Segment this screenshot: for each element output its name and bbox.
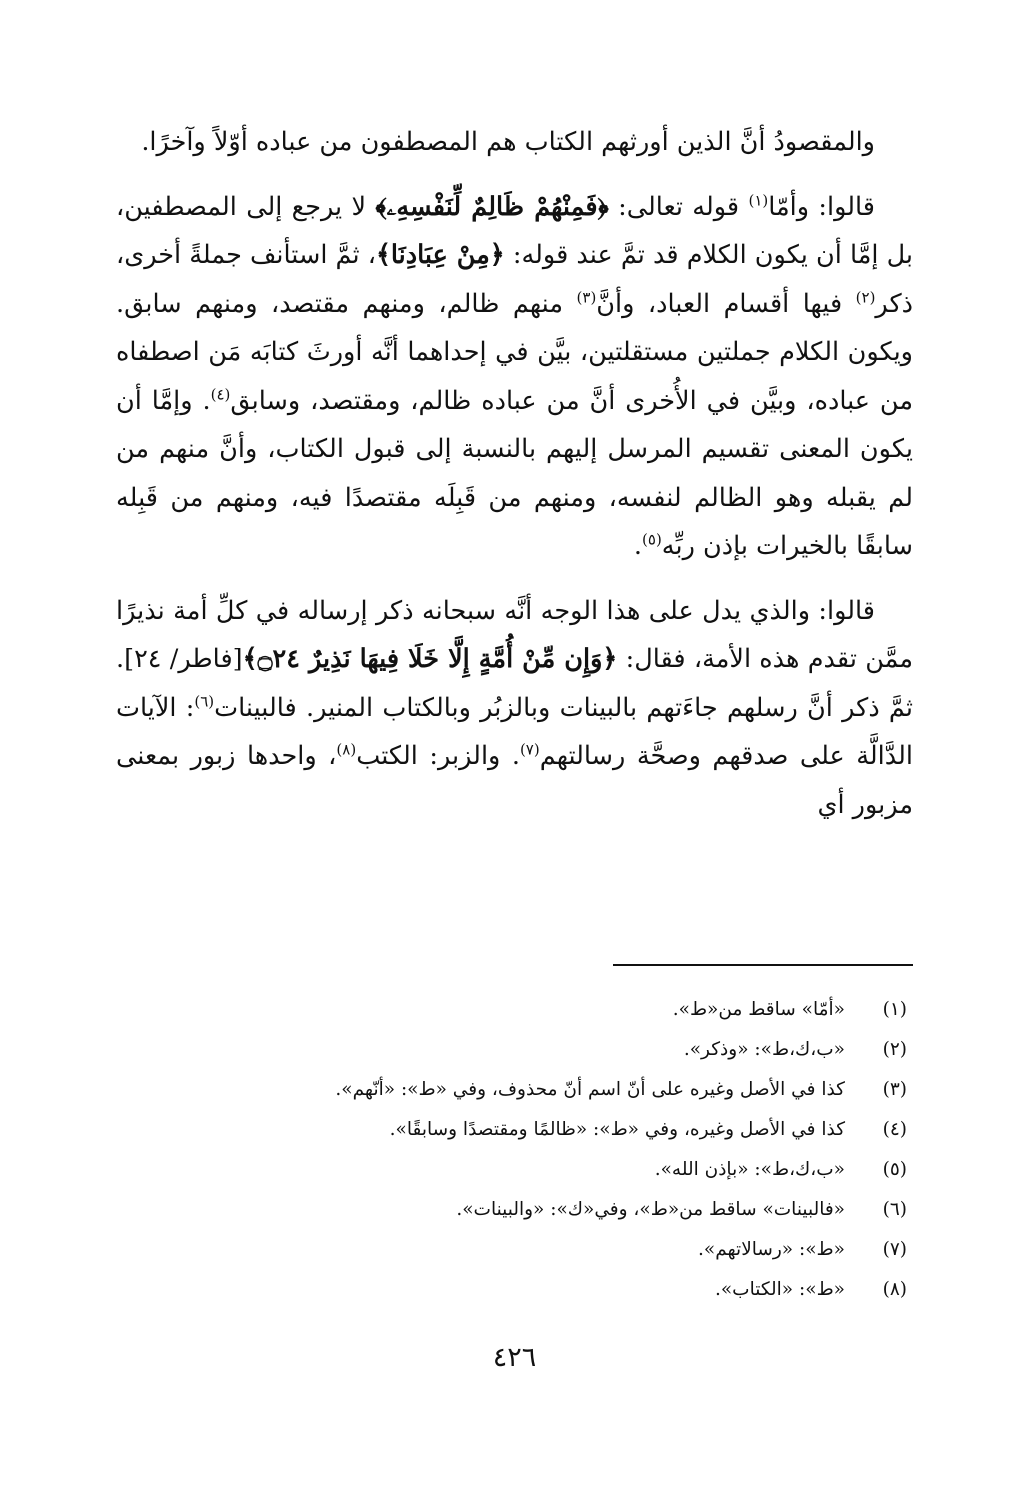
footnote-ref-2: (٢)	[855, 288, 876, 306]
main-text	[116, 118, 913, 845]
footnote-text: «ط»: «رسالاتهم».	[698, 1239, 845, 1260]
footnote-number: (١)	[882, 999, 907, 1020]
paragraph-2-text: ، ثمَّ استأنف جملةً أخرى، ذكر	[116, 240, 913, 319]
footnote-text: «ب،ك،ط»: «وذكر».	[683, 1039, 845, 1060]
footnote-ref-6: (٦)	[194, 692, 215, 710]
footnote-number: (٣)	[882, 1079, 907, 1100]
paragraph-3-text: . والزبر: الكتب	[356, 741, 520, 771]
paragraph-2-text: قالوا: وأمّا	[768, 191, 875, 222]
footnote-number: (٧)	[882, 1239, 907, 1260]
paragraph-2-text: . وإمَّا أن يكون المعنى تقسيم المرسل إليهم بالنسبة إلى قبول الكتاب، وأنَّ منهم من لم يقبله وهو الظالم لنفسه، ومنهم من قَبِلَه مقتصدًا فيه، ومنهم من قَبِله سابقًا بالخيرات بإذن ربِّه	[116, 385, 913, 561]
paragraph-3-text: : الآيات الدَّالَّة على صدقهم وصحَّة رسالتهم	[116, 692, 913, 771]
footnote-text: «أمّا» ساقط من«ط».	[672, 999, 845, 1020]
footnote	[116, 1190, 913, 1230]
footnote-number: (٨)	[882, 1279, 907, 1300]
paragraph-2-text: .	[633, 531, 643, 561]
footnote-ref-4: (٤)	[210, 385, 231, 403]
quran-quote: ﴿فَمِنْهُمْ ظَالِمٌ لِّنَفْسِهِۦ﴾	[375, 191, 609, 222]
paragraph-1-text: والمقصودُ أنَّ الذين أورثهم الكتاب هم المصطفون من عباده أوّلاً وآخرًا.	[141, 127, 875, 157]
footnote-ref-8: (٨)	[336, 740, 357, 759]
paragraph-3	[116, 587, 913, 830]
paragraph-2-text: لا يرجع إلى المصطفين، بل إمَّا أن يكون الكلام قد تمَّ عند قوله:	[116, 191, 914, 270]
footnotes	[116, 990, 913, 1310]
paragraph-3-text: ، واحدها زبور بمعنى مزبور أي	[116, 741, 913, 820]
quran-quote: ﴿وَإِن مِّنْ أُمَّةٍ إِلَّا خَلَا فِيهَا نَذِيرٌ ۝٢٤﴾	[242, 644, 618, 674]
footnote-text: كذا في الأصل وغيره على أنّ اسم أنّ محذوف، وفي «ط»: «أنّهم».	[335, 1079, 845, 1100]
footnote	[116, 1110, 913, 1150]
footnote-number: (٦)	[882, 1199, 907, 1220]
footnote-ref-1: (١)	[748, 191, 769, 209]
quran-quote: ﴿مِنْ عِبَادِنَا﴾	[375, 240, 505, 270]
footnote	[116, 1230, 913, 1270]
footnote-text: «فالبينات» ساقط من«ط»، وفي«ك»: «والبينات».	[456, 1199, 845, 1220]
paragraph-2-text: منهم ظالم، ومنهم مقتصد، ومنهم سابق. ويكون الكلام جملتين مستقلتين، بيَّن في إحداهما أنَّه أورثَ كتابَه مَن اصطفاه من عباده، وبيَّن في الأُخرى أنَّ من عباده ظالم، ومقتصد، وسابق	[116, 288, 913, 416]
footnote	[116, 1030, 913, 1070]
footnote-number: (٤)	[882, 1119, 907, 1140]
footnote-number: (٢)	[882, 1039, 907, 1060]
footnote	[116, 1150, 913, 1190]
paragraph-3-text: [فاطر/ ٢٤]. ثمَّ ذكر أنَّ رسلهم جاءَتهم بالبينات وبالزبُر وبالكتاب المنير. فالبينات	[116, 644, 914, 723]
footnote-ref-7: (٧)	[519, 740, 540, 759]
paragraph-3-text: قالوا: والذي يدل على هذا الوجه أنَّه سبحانه ذكر إرساله في كلِّ أمة نذيرًا ممَّن تقدم هذه الأمة، فقال:	[116, 595, 914, 674]
footnote-ref-5: (٥)	[642, 530, 662, 549]
footnote-text: «ط»: «الكتاب».	[714, 1279, 845, 1300]
footnote	[116, 1270, 913, 1310]
paragraph-2	[116, 183, 913, 571]
footnote	[116, 1070, 913, 1110]
footnote-ref-3: (٣)	[576, 288, 597, 306]
footnote-text: «ب،ك،ط»: «بإذن الله».	[654, 1159, 845, 1180]
page-number: ٤٢٦	[492, 1342, 537, 1373]
footnote-text: كذا في الأصل وغيره، وفي «ط»: «ظالمًا ومقتصدًا وسابقًا».	[389, 1119, 845, 1140]
footnote	[116, 990, 913, 1030]
footnote-divider	[613, 964, 913, 966]
paragraph-2-text: فيها أقسام العباد، وأنَّ	[596, 288, 856, 319]
paragraph-2-text: قوله تعالى:	[608, 191, 749, 222]
footnote-number: (٥)	[882, 1159, 907, 1180]
paragraph-1	[116, 118, 913, 167]
